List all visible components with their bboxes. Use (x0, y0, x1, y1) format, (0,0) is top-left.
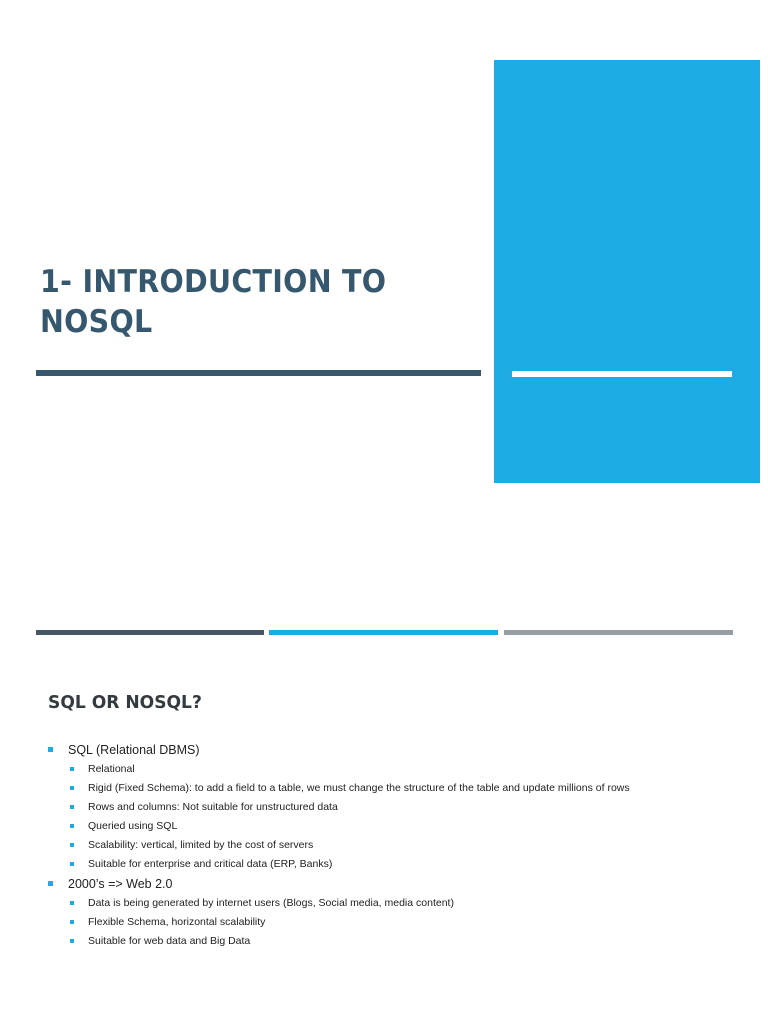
top-rule-gray (504, 630, 733, 635)
sub-list-item (48, 798, 748, 817)
sub-list-item-label: Data is being generated by internet users (Blogs, Social media, media content) (88, 897, 454, 909)
title-underline (36, 370, 481, 376)
square-bullet-icon (48, 881, 53, 886)
sub-list-item (48, 817, 748, 836)
bullet-list (48, 740, 748, 951)
sub-list-item (48, 855, 748, 874)
accent-block-bar (512, 371, 732, 377)
sub-list-item-label: Rows and columns: Not suitable for unstructured data (88, 801, 338, 813)
square-bullet-icon (70, 824, 74, 828)
slide-title: 1- INTRODUCTION TO NOSQL (40, 264, 387, 340)
square-bullet-icon (70, 805, 74, 809)
square-bullet-icon (70, 786, 74, 790)
sub-list-item (48, 760, 748, 779)
slide-heading: SQL OR NOSQL? (48, 692, 202, 713)
square-bullet-icon (70, 939, 74, 943)
sub-list-item-label: Suitable for enterprise and critical data (ERP, Banks) (88, 858, 333, 870)
sub-list-item-label: Scalability: vertical, limited by the cost of servers (88, 839, 314, 851)
sub-list-item-label: Relational (88, 763, 135, 775)
square-bullet-icon (70, 901, 74, 905)
sub-list-item (48, 836, 748, 855)
square-bullet-icon (48, 747, 53, 752)
top-rule-blue (269, 630, 498, 635)
top-rule-dark (36, 630, 264, 635)
list-item (48, 874, 748, 894)
square-bullet-icon (70, 862, 74, 866)
list-item (48, 740, 748, 760)
sub-list-item-label: Rigid (Fixed Schema): to add a field to a table, we must change the structure of the table and update millions of rows (88, 782, 630, 794)
sub-list-item-label: Flexible Schema, horizontal scalability (88, 916, 266, 928)
square-bullet-icon (70, 843, 74, 847)
sub-list-item (48, 779, 748, 798)
sub-list-item (48, 894, 748, 913)
sub-list-item (48, 913, 748, 932)
sub-list-item (48, 932, 748, 951)
accent-block (494, 60, 760, 483)
square-bullet-icon (70, 767, 74, 771)
sub-list-item-label: Suitable for web data and Big Data (88, 935, 251, 947)
list-item-label: 2000’s => Web 2.0 (68, 877, 173, 891)
square-bullet-icon (70, 920, 74, 924)
list-item-label: SQL (Relational DBMS) (68, 743, 200, 757)
sub-list-item-label: Queried using SQL (88, 820, 178, 832)
